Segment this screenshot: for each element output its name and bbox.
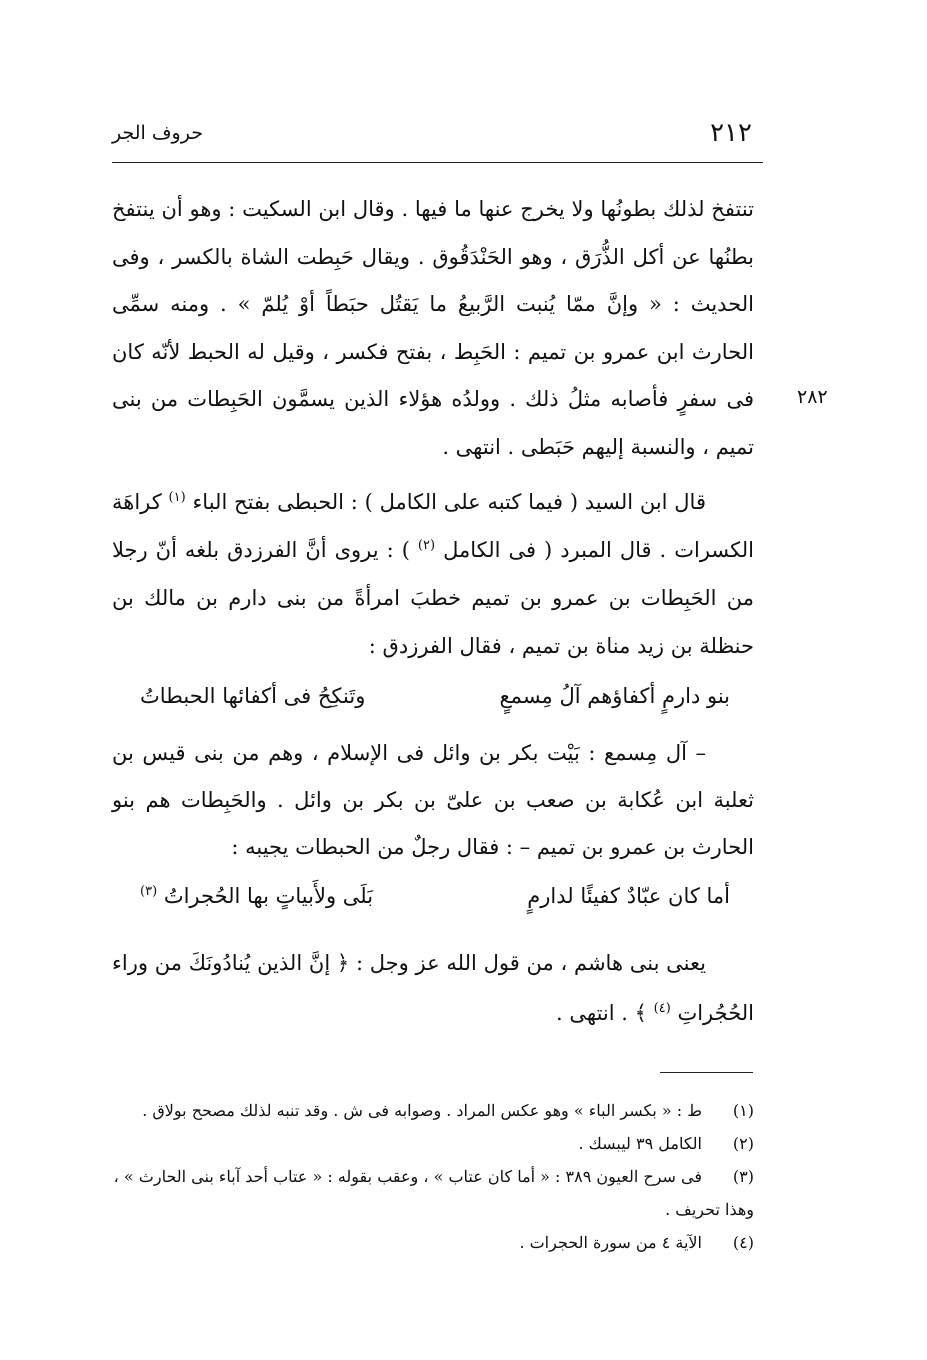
footnote-3-mark: (٣) [732, 1167, 754, 1186]
paragraph-2 [112, 478, 754, 670]
footnote-ref-3[interactable]: (٣) [140, 884, 158, 899]
verse-2-second-hemistich: بَلَى ولأَبياتٍ بها الحُجراتُ [163, 884, 374, 908]
footnote-3 [112, 1160, 754, 1193]
footnote-2-text: الكامل ٣٩ ليبسك . [578, 1134, 702, 1153]
paragraph-1 [112, 186, 754, 471]
footnote-4-mark: (٤) [732, 1233, 754, 1252]
footnote-2 [112, 1127, 754, 1160]
footnote-3-continuation: وهذا تحريف . [665, 1200, 754, 1219]
footnote-ref-1[interactable]: (١) [168, 490, 186, 505]
paragraph-2-part-c: ) : يروى أنَّ الفرزدق بلغه أنّ رجلا من الحَبِطات بن عمرو بن تميم خطبَ امرأةً من بنى دارم بن مالك بن حنظلة بن زيد مناة بن تميم ، فقال الفرزدق : [112, 538, 754, 658]
paragraph-2-part-b: كراهَة الكسرات . قال المبرد ( فى الكامل [112, 490, 754, 562]
footnote-ref-4[interactable]: (٤) [653, 1001, 671, 1016]
footnote-4 [112, 1226, 754, 1259]
paragraph-2-text [112, 478, 754, 670]
running-title: حروف الجر [112, 122, 203, 144]
paragraph-2-part-a: قال ابن السيد ( فيما كتبه على الكامل ) : الحبطى بفتح الباء [192, 490, 706, 514]
paragraph-3-text: – آل مِسمع : بَيْت بكر بن وائل فى الإسلام ، وهم من بنى قيس بن ثعلبة ابن عُكابة بن صعب بن علىّ بن بكر بن وائل . والحَبِطات هم بنو الحارث بن عمرو بن تميم – : فقال رجلٌ من الحبطات يجيبه : [112, 741, 754, 859]
footnotes [112, 1094, 754, 1259]
verse-1-second-hemistich: وتَنكِحُ فى أكفائها الحبطاتُ [140, 684, 366, 708]
paragraph-4-part-b: ﴾ . انتهى . [556, 1001, 647, 1025]
footnote-3-text: فى سرح العيون ٣٨٩ : « أما كان عتاب » ، وعقب بقوله : « عتاب أحد آباء بنى الحارث » ، [113, 1167, 702, 1186]
header-rule [112, 162, 763, 163]
footnote-rule [660, 1072, 753, 1073]
footnote-4-text: الآية ٤ من سورة الحجرات . [519, 1233, 702, 1252]
footnote-1 [112, 1094, 754, 1127]
footnote-ref-2[interactable]: (٢) [417, 538, 436, 553]
paragraph-4-text [112, 938, 754, 1038]
verse-2-second-hemistich-wrap [140, 884, 373, 908]
paragraph-1-text: تنتفخ لذلك بطونُها ولا يخرج عنها ما فيها . وقال ابن السكيت : وهو أن ينتفخ بطنُها عن أكل الذُّرَق ، وهو الحَنْدَقُوق . ويقال حَبِطت الشاة بالكسر ، وفى الحديث : « وإنَّ ممّا يُنبت الرَّبيعُ ما يَقتُل حبَطاً أوْ يُلمّ » . ومنه سمِّى الحارث ابن عمرو بن تميم : الحَبِط ، بفتح فكسر ، وقيل له الحبط لأنّه كان فى سفرٍ فأصابه مثلُ ذلك . وولدُه هؤلاء الذين يسمَّون الحَبِطات من بنى تميم ، والنسبة إليهم حَبَطى . انتهى . [112, 197, 754, 459]
page-number: ٢١٢ [710, 118, 752, 148]
paragraph-3 [112, 730, 754, 871]
verse-1-first-hemistich: بنو دارمٍ أكفاؤهم آلُ مِسمعٍ [499, 684, 730, 708]
paragraph-4-part-a: يعنى بنى هاشم ، من قول الله عز وجل : ﴿ إنَّ الذين يُنادُونَكَ من وراء الحُجُراتِ [112, 951, 754, 1025]
verse-2-first-hemistich: أما كان عبّادٌ كفيئًا لدارمٍ [527, 884, 730, 908]
footnote-1-mark: (١) [732, 1101, 754, 1120]
margin-page-reference: ٢٨٢ [797, 386, 828, 408]
footnote-2-mark: (٢) [732, 1134, 754, 1153]
page-header [112, 112, 752, 158]
footnote-1-text: ط : « بكسر الباء » وهو عكس المراد . وصوابه فى ش . وقد تنبه لذلك مصحح بولاق . [142, 1101, 702, 1120]
paragraph-4 [112, 938, 754, 1038]
